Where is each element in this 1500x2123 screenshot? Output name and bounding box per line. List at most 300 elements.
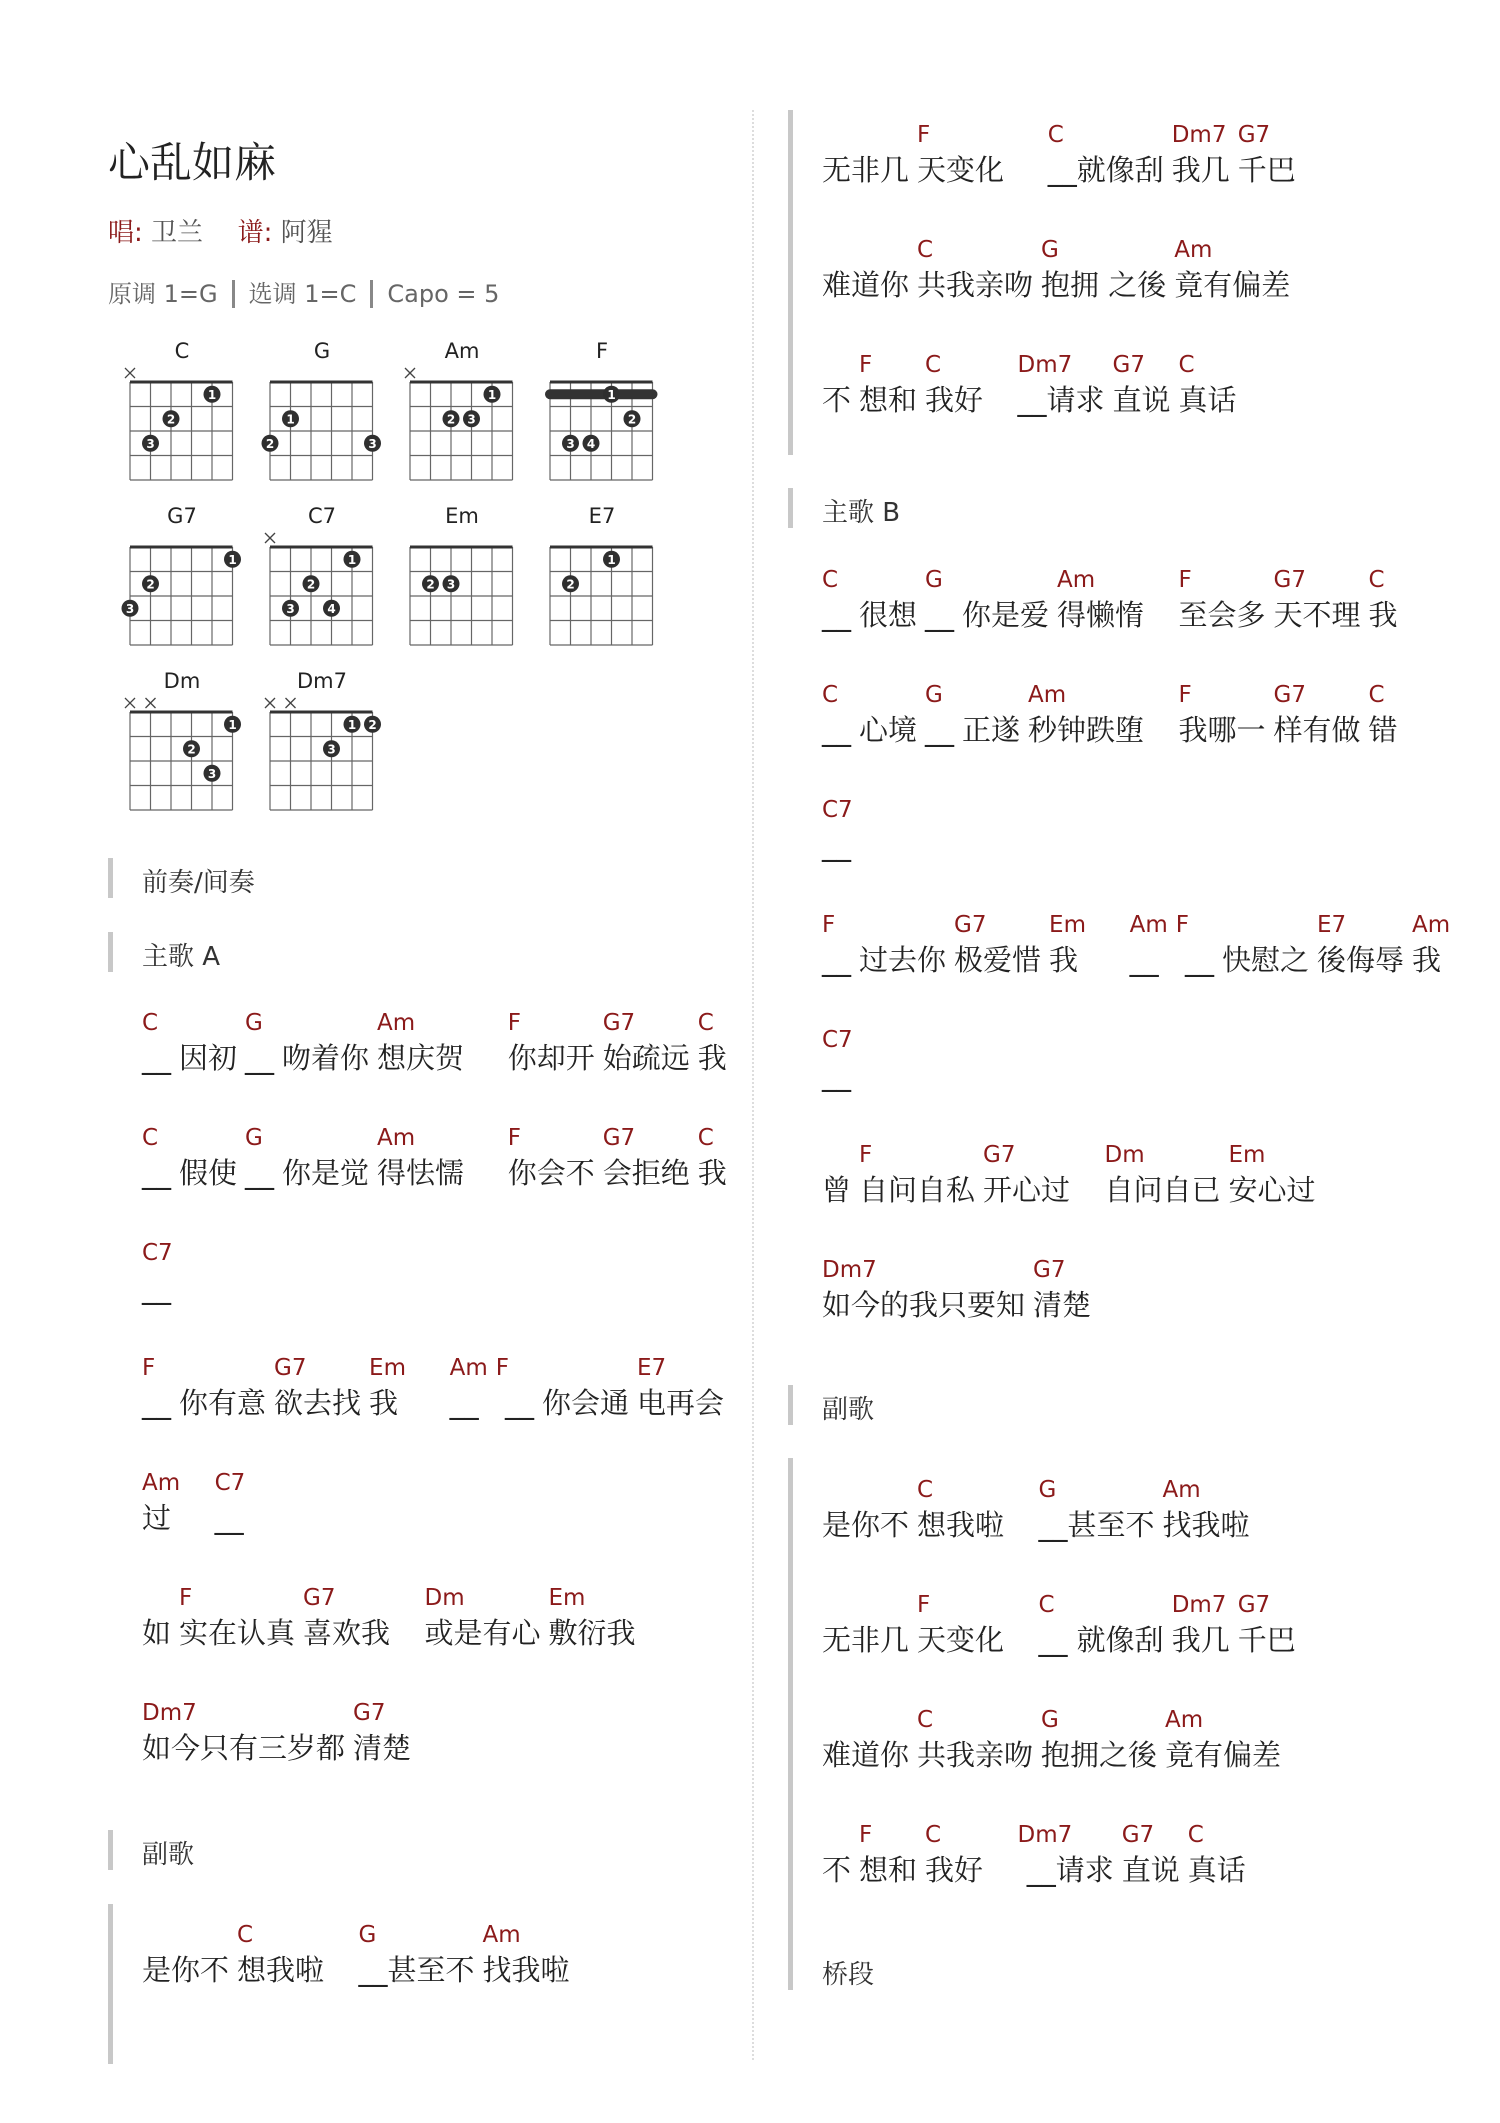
chord-label: Am	[1129, 912, 1168, 938]
lyric-text: 会拒绝	[602, 1156, 690, 1190]
lyric-segment	[142, 1238, 173, 1308]
lyric-text: 难道你	[822, 1738, 910, 1772]
chord-diagram-g7	[120, 537, 243, 655]
svg-text:1: 1	[228, 717, 237, 732]
chord-label	[1012, 120, 1040, 150]
lyric-segment	[1172, 120, 1230, 190]
lyric-text: 快慰之	[1221, 943, 1309, 977]
section-bar	[788, 1950, 793, 1990]
lyric-segment	[1369, 680, 1398, 750]
lyric-segment	[859, 910, 946, 980]
svg-text:2: 2	[566, 577, 575, 592]
chord-label: F	[507, 1125, 521, 1151]
svg-text:3: 3	[566, 436, 575, 451]
chord-label: G7	[1237, 1592, 1271, 1618]
lyric-segment	[822, 910, 851, 980]
lyric-segment	[1094, 910, 1122, 980]
chord-label	[822, 1475, 909, 1505]
chord-name: F	[595, 339, 609, 363]
lyric-text: 找我啦	[482, 1953, 570, 1987]
lyric-segment	[925, 565, 954, 635]
chord-label: Am	[482, 1922, 521, 1948]
svg-text:2: 2	[265, 436, 275, 451]
chorus-bar	[788, 1458, 793, 1950]
lyric-segment	[1130, 910, 1168, 980]
lyric-segment	[1238, 120, 1296, 190]
lyric-segment	[1165, 1705, 1281, 1775]
lyric-segment	[1057, 565, 1144, 635]
chord-label	[1078, 1140, 1096, 1170]
lyric-text: __	[925, 713, 955, 747]
chord-label: Am	[1174, 237, 1213, 263]
lyric-text	[332, 1950, 350, 1990]
svg-text:1: 1	[347, 552, 357, 567]
section-bar	[108, 932, 113, 972]
chord-label	[822, 1140, 851, 1170]
lyric-text: 共我亲吻	[917, 268, 1034, 302]
lyric-segment	[917, 235, 1033, 305]
chord-label	[859, 565, 917, 595]
lyric-segment	[822, 680, 851, 750]
lyric-segment	[188, 1468, 206, 1538]
chord-label: G	[1041, 1707, 1059, 1733]
chord-label: Am	[449, 1355, 488, 1381]
chord-label: E7	[1317, 912, 1347, 938]
chord-diagram-f	[540, 372, 663, 490]
lyric-text: __	[142, 1386, 171, 1420]
chord-label: E7	[637, 1355, 667, 1381]
lyric-segment	[1078, 1140, 1096, 1210]
lyric-segment	[1012, 1475, 1030, 1545]
svg-text:3: 3	[467, 412, 476, 427]
chord-label: G7	[983, 1142, 1016, 1168]
lyric-segment	[142, 1123, 171, 1193]
chord-label: F	[179, 1585, 193, 1611]
lyric-segment	[1274, 565, 1361, 635]
chord-label: C7	[142, 1240, 173, 1266]
lyric-text: 我好	[925, 383, 984, 417]
svg-text:3: 3	[286, 601, 295, 616]
lyric-text: __	[822, 713, 851, 747]
lyric-text: __	[245, 1156, 275, 1190]
lyric-segment	[1017, 350, 1104, 420]
chord-label: C	[142, 1125, 159, 1151]
lyric-text: 抱拥 之後	[1041, 268, 1167, 302]
lyric-segment	[962, 680, 1020, 750]
chord-label: G	[1038, 1477, 1057, 1503]
lyric-text: 我	[1049, 943, 1079, 977]
chord-name: C7	[307, 504, 337, 528]
lyric-text: 我哪一	[1178, 713, 1266, 747]
lyric-segment	[450, 1353, 488, 1423]
lyric-text: 想我啦	[917, 1508, 1005, 1542]
chord-diagram-c7	[260, 537, 383, 655]
lyric-segment	[1317, 910, 1404, 980]
lyric-text	[991, 1850, 1009, 1890]
chord-label	[142, 1583, 171, 1613]
lyric-text: 你有意	[179, 1386, 267, 1420]
chorus-bar	[788, 110, 793, 455]
chord-label: F	[495, 1355, 509, 1381]
svg-text:4: 4	[586, 436, 596, 451]
lyric-segment	[1012, 120, 1040, 190]
lyric-text: 难道你	[822, 268, 910, 302]
chord-label: C	[1178, 352, 1195, 378]
section-verse-a: 主歌 A	[142, 942, 221, 972]
chord-label: F	[507, 1010, 521, 1036]
chord-label: G	[925, 567, 943, 593]
lyric-text: 喜欢我	[303, 1616, 391, 1650]
chord-label: Am	[1165, 1707, 1204, 1733]
section-bar	[788, 488, 793, 528]
svg-text:2: 2	[627, 412, 637, 427]
lyric-segment	[482, 1920, 569, 1990]
lyric-text: __请求	[1017, 1853, 1114, 1887]
lyric-text: 清楚	[353, 1731, 412, 1765]
lyric-segment	[1122, 1820, 1180, 1890]
lyric-text: 如今的我只要知	[822, 1288, 1026, 1322]
lyric-segment	[1038, 1475, 1154, 1545]
lyric-segment	[603, 1123, 690, 1193]
lyric-text: __甚至不	[1038, 1508, 1155, 1542]
lyric-text: __	[1129, 943, 1159, 977]
chord-label: C	[917, 1707, 934, 1733]
lyric-text: 你是觉	[282, 1156, 370, 1190]
lyric-segment	[414, 1353, 442, 1423]
lyric-text: 因初	[179, 1041, 238, 1075]
lyric-segment	[1028, 680, 1144, 750]
lyric-text: 实在认真	[179, 1616, 296, 1650]
lyric-text: 想我啦	[237, 1953, 325, 1987]
lyric-text: __	[214, 1501, 244, 1535]
chord-label: G7	[1237, 122, 1271, 148]
lyric-text: 过去你	[859, 943, 947, 977]
chord-label	[332, 1920, 350, 1950]
chord-label: Dm7	[822, 1257, 877, 1283]
svg-text:1: 1	[286, 412, 295, 427]
chord-label: G7	[1273, 567, 1306, 593]
chord-label: F	[917, 1592, 931, 1618]
lyric-text: 想和	[859, 383, 918, 417]
chord-label	[179, 1008, 237, 1038]
lyric-text: 样有做	[1273, 713, 1361, 747]
key-info	[108, 274, 499, 309]
lyric-segment	[508, 1123, 595, 1193]
lyric-text: 我	[369, 1386, 399, 1420]
section-chorus-2: 副歌	[822, 1395, 875, 1425]
chord-label: C	[1038, 1592, 1055, 1618]
lyric-segment	[1274, 680, 1361, 750]
lyric-segment	[179, 1008, 237, 1078]
svg-text:2: 2	[166, 412, 176, 427]
chord-label: F	[1178, 682, 1192, 708]
selected-key: 选调 1=C	[248, 280, 357, 308]
lyric-segment	[822, 1255, 1025, 1325]
lyric-text: 你会通	[541, 1386, 629, 1420]
lyric-text	[1012, 1620, 1030, 1660]
chord-label	[542, 1353, 629, 1383]
chord-label	[398, 1583, 416, 1613]
chord-label	[822, 1590, 909, 1620]
chord-label: F	[859, 352, 873, 378]
chord-label	[822, 1820, 851, 1850]
lyric-segment	[822, 235, 909, 305]
lyric-text: 自问自已	[1104, 1173, 1221, 1207]
lyric-text: 正遂	[962, 713, 1021, 747]
chord-diagram-dm	[120, 702, 243, 820]
chord-label	[282, 1123, 369, 1153]
chord-label: Dm7	[1171, 1592, 1227, 1618]
lyric-text	[1078, 1170, 1096, 1210]
chord-label: G7	[602, 1125, 636, 1151]
chord-label: C	[925, 1822, 942, 1848]
chord-label: Dm7	[142, 1700, 197, 1726]
chord-label: F	[917, 122, 931, 148]
chord-label: G7	[1033, 1257, 1066, 1283]
lyric-text: __	[822, 943, 851, 977]
chord-label	[1222, 910, 1309, 940]
chord-name: Dm	[163, 669, 201, 693]
chord-label: Am	[377, 1125, 416, 1151]
lyric-text: 曾	[822, 1173, 852, 1207]
lyric-text: 假使	[179, 1156, 238, 1190]
lyric-text: 心境	[859, 713, 918, 747]
chord-name: C	[174, 339, 190, 363]
chord-label: C	[237, 1922, 254, 1948]
svg-text:2: 2	[368, 717, 377, 732]
lyric-text: 始疏远	[602, 1041, 690, 1075]
chord-label: Am	[142, 1470, 181, 1496]
lyric-segment	[859, 1140, 975, 1210]
lyric-segment	[822, 350, 851, 420]
lyric-segment	[954, 910, 1041, 980]
lyric-text: 是你不	[822, 1508, 910, 1542]
lyric-text: 很想	[859, 598, 918, 632]
lyric-segment	[274, 1353, 361, 1423]
lyric-segment	[859, 1820, 917, 1890]
lyric-text: 或是有心	[424, 1616, 541, 1650]
lyric-segment	[508, 1008, 595, 1078]
lyric-segment	[983, 1140, 1070, 1210]
lyric-text: 如今只有三岁都	[142, 1731, 346, 1765]
chord-label: C	[1368, 567, 1385, 593]
svg-text:3: 3	[146, 436, 155, 451]
lyric-segment	[353, 1698, 411, 1768]
chord-diagram-e7	[540, 537, 663, 655]
chord-label	[1152, 680, 1170, 710]
lyric-text: 过	[142, 1501, 172, 1535]
lyric-text: 竟有偏差	[1174, 268, 1291, 302]
lyric-segment	[917, 1705, 1033, 1775]
lyric-segment	[917, 1475, 1004, 1545]
transcriber-label: 谱:	[237, 218, 273, 248]
lyric-text	[1152, 710, 1170, 750]
lyric-text: 竟有偏差	[1165, 1738, 1282, 1772]
svg-text:3: 3	[446, 577, 456, 592]
chord-label	[414, 1353, 442, 1383]
svg-text:2: 2	[446, 412, 456, 427]
section-bar	[108, 1830, 113, 1870]
chord-name: Dm7	[297, 669, 347, 693]
chord-label: C	[1187, 1822, 1204, 1848]
chord-label	[859, 680, 917, 710]
chord-label: F	[1178, 567, 1192, 593]
chord-label: F	[859, 1822, 873, 1848]
chord-label: F	[1175, 912, 1189, 938]
lyric-segment	[282, 1123, 369, 1193]
lyric-segment	[424, 1583, 540, 1653]
lyric-text: 我几	[1171, 1623, 1230, 1657]
lyric-text: __	[142, 1156, 171, 1190]
lyric-text: 共我亲吻	[917, 1738, 1034, 1772]
lyric-segment	[1179, 350, 1237, 420]
lyric-segment	[822, 120, 909, 190]
lyric-text: 真话	[1178, 383, 1237, 417]
lyric-segment	[1033, 1255, 1091, 1325]
chord-label	[282, 1008, 369, 1038]
singer-name: 卫兰	[151, 218, 204, 248]
chord-label	[991, 1820, 1009, 1850]
chord-label: G	[245, 1010, 263, 1036]
chord-label: C	[142, 1010, 159, 1036]
lyric-text: 你是爱	[962, 598, 1050, 632]
lyric-text: 开心过	[983, 1173, 1071, 1207]
chord-label: Em	[369, 1355, 406, 1381]
section-bar	[788, 1385, 793, 1425]
lyric-text: 如	[142, 1616, 172, 1650]
lyric-text: __就像刮	[1047, 153, 1164, 187]
chord-label: Dm7	[1171, 122, 1227, 148]
lyric-segment	[237, 1920, 324, 1990]
section-bridge: 桥段	[822, 1960, 875, 1990]
chord-label: Dm7	[1017, 1822, 1073, 1848]
chord-label: C7	[822, 797, 853, 823]
section-bar	[108, 858, 113, 898]
lyric-segment	[859, 565, 917, 635]
lyric-segment	[358, 1920, 474, 1990]
chord-label: Em	[1228, 1142, 1266, 1168]
lyric-segment	[603, 1008, 690, 1078]
svg-text:1: 1	[607, 387, 616, 402]
lyric-text: 吻着你	[282, 1041, 370, 1075]
lyric-segment	[179, 1123, 237, 1193]
lyric-text: 敷衍我	[548, 1616, 636, 1650]
lyric-segment	[303, 1583, 390, 1653]
lyric-text	[1012, 1505, 1030, 1545]
chord-name: E7	[588, 504, 616, 528]
lyric-segment	[822, 1590, 909, 1660]
lyric-text: __	[822, 598, 851, 632]
lyric-segment	[859, 680, 917, 750]
lyric-segment	[282, 1008, 369, 1078]
lyric-segment	[179, 1353, 266, 1423]
lyric-segment	[991, 350, 1009, 420]
section-verse-b: 主歌 B	[822, 498, 901, 528]
chord-label: C	[925, 352, 942, 378]
lyric-segment	[822, 565, 851, 635]
lyric-segment	[369, 1353, 406, 1423]
lyric-text: __	[925, 598, 955, 632]
chord-label: G	[925, 682, 943, 708]
lyric-text	[472, 1153, 500, 1193]
chord-label: Dm	[424, 1585, 465, 1611]
lyric-text: 我好	[925, 1853, 984, 1887]
lyric-text: 直说	[1112, 383, 1171, 417]
lyric-segment	[1188, 1820, 1246, 1890]
lyric-segment	[332, 1920, 350, 1990]
svg-text:2: 2	[146, 577, 155, 592]
chord-label	[472, 1008, 500, 1038]
lyric-text	[991, 380, 1009, 420]
lyric-segment	[542, 1353, 629, 1423]
lyric-segment	[1041, 235, 1166, 305]
lyric-segment	[1049, 910, 1086, 980]
chord-label: G7	[353, 1700, 386, 1726]
lyric-text: 无非几	[822, 153, 910, 187]
lyric-text: 得懒惰	[1057, 598, 1145, 632]
chord-diagram-em	[400, 537, 523, 655]
chord-label	[962, 680, 1020, 710]
chord-label: Am	[1162, 1477, 1201, 1503]
svg-text:4: 4	[327, 601, 336, 616]
chord-label: C	[1047, 122, 1064, 148]
chord-label: G7	[954, 912, 987, 938]
lyric-segment	[1048, 120, 1164, 190]
lyric-text: __ 就像刮	[1038, 1623, 1164, 1657]
lyric-text	[472, 1038, 500, 1078]
chord-label	[179, 1353, 266, 1383]
lyric-segment	[1041, 1705, 1157, 1775]
lyric-text: 极爱惜	[954, 943, 1042, 977]
lyric-text: __	[1175, 943, 1214, 977]
section-chorus-1: 副歌	[142, 1840, 195, 1870]
lyric-segment	[822, 1025, 853, 1095]
song-title: 心乱如麻	[108, 138, 277, 187]
chord-name: Em	[445, 504, 479, 528]
svg-text:1: 1	[207, 387, 217, 402]
lyric-segment	[917, 120, 1004, 190]
chord-label: C	[1368, 682, 1385, 708]
lyric-segment	[698, 1123, 727, 1193]
chord-label	[822, 350, 851, 380]
lyric-segment	[472, 1008, 500, 1078]
lyric-text: 天不理	[1273, 598, 1361, 632]
lyric-segment	[1162, 1475, 1249, 1545]
lyric-segment	[472, 1123, 500, 1193]
svg-text:2: 2	[426, 577, 435, 592]
lyric-segment	[142, 1353, 171, 1423]
chord-label	[1012, 1590, 1030, 1620]
chord-label: C	[917, 237, 934, 263]
transcriber-name: 阿猩	[280, 218, 333, 248]
svg-text:3: 3	[125, 601, 135, 616]
chord-label: G	[1041, 237, 1059, 263]
chord-label: F	[822, 912, 836, 938]
lyric-text: __	[142, 1271, 171, 1305]
lyric-text: __	[449, 1386, 479, 1420]
svg-text:3: 3	[207, 766, 217, 781]
chord-label	[991, 350, 1009, 380]
lyric-segment	[637, 1353, 724, 1423]
lyric-segment	[925, 1820, 983, 1890]
lyric-segment	[1152, 565, 1170, 635]
lyric-segment	[822, 1820, 851, 1890]
lyric-text: 我	[1412, 943, 1442, 977]
lyric-segment	[1012, 1590, 1030, 1660]
lyric-segment	[962, 565, 1049, 635]
lyric-text: __	[245, 1041, 275, 1075]
lyric-segment	[142, 1698, 345, 1768]
